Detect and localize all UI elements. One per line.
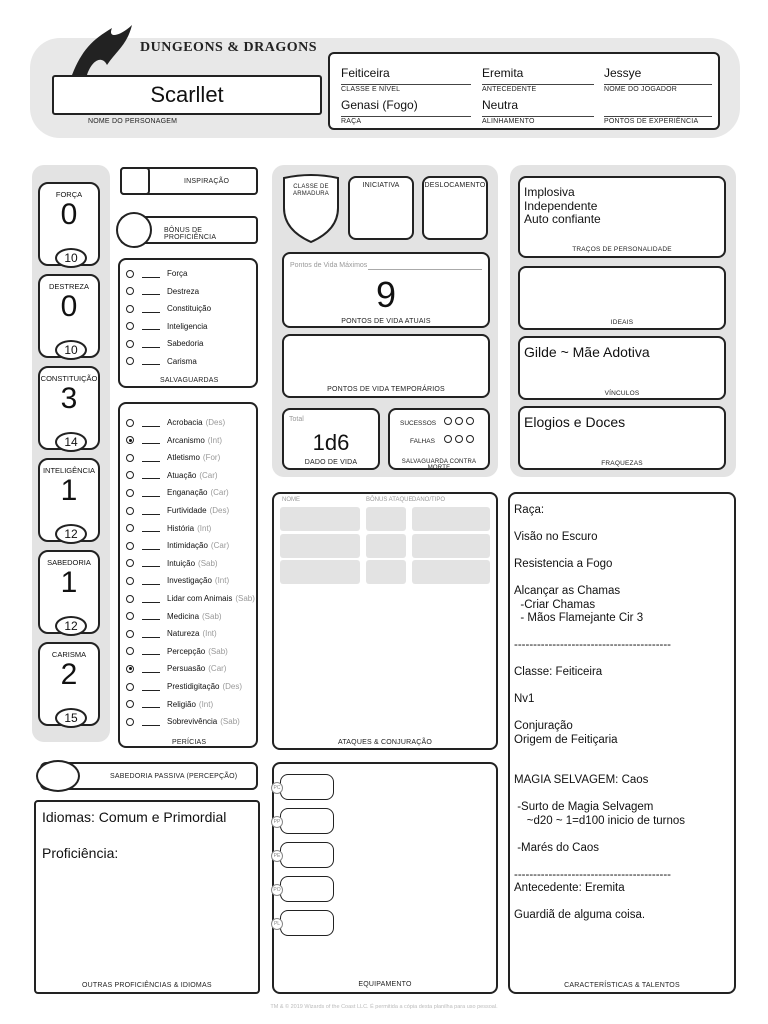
attribute-modifier[interactable]: 14 (55, 432, 87, 452)
success-radio[interactable] (455, 417, 463, 425)
save-proficiency-radio[interactable] (126, 287, 134, 295)
attribute-score[interactable]: 2 (60, 658, 78, 691)
skill-proficiency-radio[interactable] (126, 507, 134, 515)
skill-attribute: (Sab) (198, 558, 218, 568)
hp-current-label: PONTOS DE VIDA ATUAIS (341, 318, 431, 325)
skill-proficiency-radio[interactable] (126, 577, 134, 585)
proficiencies-text[interactable]: Idiomas: Comum e Primordial Proficiência: (42, 809, 227, 861)
save-proficiency-radio[interactable] (126, 322, 134, 330)
background-label: ANTECEDENTE (482, 84, 594, 93)
skill-value[interactable] (142, 665, 160, 673)
attacks-col-damage: DANO/TIPO (412, 497, 446, 503)
skill-proficiency-radio[interactable] (126, 647, 134, 655)
death-saves-failures[interactable] (444, 435, 474, 443)
skill-row (126, 484, 229, 501)
skill-proficiency-radio[interactable] (126, 630, 134, 638)
hp-max-label: Pontos de Vida Máximos (290, 262, 368, 269)
traits-label: TRAÇOS DE PERSONALIDADE (572, 246, 672, 253)
skill-name: Acrobacia (167, 418, 203, 427)
ideals-label: IDEAIS (610, 319, 634, 326)
save-proficiency-radio[interactable] (126, 340, 134, 348)
attack-2-bonus[interactable] (366, 534, 406, 558)
skill-attribute: (Car) (199, 470, 218, 480)
proficiencies-box (34, 800, 260, 994)
coin-box[interactable] (273, 808, 334, 834)
hit-dice-box[interactable] (282, 408, 380, 470)
coin-box[interactable] (273, 876, 334, 902)
skill-value[interactable] (142, 524, 160, 532)
hp-current-value[interactable]: 9 (375, 274, 397, 315)
skill-value[interactable] (142, 630, 160, 638)
proficiency-input[interactable] (116, 212, 152, 248)
save-name: Destreza (167, 286, 200, 296)
skill-value[interactable] (142, 683, 160, 691)
success-radio[interactable] (444, 417, 452, 425)
death-saves-failures-label: FALHAS (410, 438, 435, 445)
skill-row (126, 696, 213, 713)
skill-row (126, 467, 218, 484)
skill-attribute: (Int) (198, 699, 214, 709)
attribute-box (38, 458, 100, 542)
skill-name: Atuação (167, 470, 197, 480)
skill-proficiency-radio[interactable] (126, 683, 134, 691)
skill-attribute: (Car) (208, 664, 227, 674)
character-name-scroll (52, 75, 322, 115)
save-name: Força (167, 269, 188, 278)
save-name: Constituição (167, 304, 212, 313)
save-row (126, 335, 203, 352)
skill-proficiency-radio[interactable] (126, 595, 134, 603)
attribute-score[interactable]: 1 (60, 566, 78, 599)
skill-attribute: (Sab) (208, 646, 228, 656)
skill-row (126, 590, 255, 607)
skill-value[interactable] (142, 419, 160, 427)
header (0, 20, 768, 140)
inspiration-input[interactable] (120, 167, 150, 195)
skill-proficiency-radio[interactable] (126, 700, 134, 708)
skill-value[interactable] (142, 471, 160, 479)
attribute-box (38, 550, 100, 634)
skill-name: Intimidação (167, 541, 208, 551)
passive-wisdom-box (40, 762, 258, 790)
attribute-score[interactable]: 3 (60, 382, 78, 415)
save-proficiency-radio[interactable] (126, 270, 134, 278)
skill-value[interactable] (142, 595, 160, 603)
attribute-name: CARISMA (51, 650, 87, 659)
save-value[interactable] (142, 287, 160, 295)
skill-name: Persuasão (167, 664, 206, 674)
skill-value[interactable] (142, 489, 160, 497)
attribute-name: INTELIGÊNCIA (42, 466, 96, 475)
save-name: Sabedoria (167, 339, 204, 348)
failure-radio[interactable] (455, 435, 463, 443)
flaws-box[interactable] (518, 406, 726, 470)
skill-name: Prestidigitação (167, 682, 220, 691)
skill-proficiency-radio[interactable] (126, 524, 134, 532)
attack-1-bonus[interactable] (366, 507, 406, 531)
proficiencies-label: OUTRAS PROFICIÊNCIAS & IDIOMAS (82, 982, 212, 989)
skill-row (126, 449, 220, 466)
background-value[interactable]: Eremita (482, 66, 524, 80)
skill-name: Furtividade (167, 506, 207, 515)
skill-row (126, 432, 222, 449)
race-label: RAÇA (341, 116, 471, 125)
passive-wisdom-label: SABEDORIA PASSIVA (PERCEPÇÃO) (110, 773, 238, 780)
skill-value[interactable] (142, 718, 160, 726)
logo-text: DUNGEONS & DRAGONS (140, 40, 318, 55)
skill-row (126, 520, 211, 537)
attribute-name: FORÇA (55, 190, 83, 199)
death-saves-successes[interactable] (444, 417, 474, 425)
hp-temp-label: PONTOS DE VIDA TEMPORÁRIOS (327, 386, 445, 393)
attacks-label: ATAQUES & CONJURAÇÃO (338, 739, 432, 746)
attribute-modifier[interactable]: 15 (55, 708, 87, 728)
equipment-label: EQUIPAMENTO (358, 981, 412, 988)
skill-name: Medicina (167, 611, 200, 621)
save-proficiency-radio[interactable] (126, 305, 134, 313)
skill-row (126, 502, 229, 519)
success-radio[interactable] (466, 417, 474, 425)
attack-3-bonus[interactable] (366, 560, 406, 584)
attribute-name: DESTREZA (48, 282, 89, 291)
skill-proficiency-radio[interactable] (126, 612, 134, 620)
character-name-label: NOME DO PERSONAGEM (88, 118, 178, 125)
attribute-score[interactable]: 1 (60, 474, 78, 507)
coin-label: PL (271, 918, 283, 930)
attack-2-name[interactable] (280, 534, 360, 558)
skill-proficiency-radio[interactable] (126, 436, 134, 444)
attribute-modifier[interactable]: 10 (55, 340, 87, 360)
bonds-box[interactable] (518, 336, 726, 400)
skill-value[interactable] (142, 700, 160, 708)
skill-proficiency-radio[interactable] (126, 454, 134, 462)
skill-attribute: (Sab) (235, 594, 255, 603)
skill-attribute: (Des) (205, 418, 226, 427)
attack-3-name[interactable] (280, 560, 360, 584)
skill-name: História (167, 523, 195, 533)
attacks-col-bonus: BÔNUS ATAQUE (366, 497, 413, 503)
coin-label: PP (271, 816, 283, 828)
dragon-logo-icon (62, 20, 142, 80)
failure-radio[interactable] (444, 435, 452, 443)
flaws-text[interactable]: Elogios e Doces (524, 414, 626, 430)
attack-2-damage[interactable] (412, 534, 490, 558)
speed-label: DESLOCAMENTO (424, 182, 486, 189)
skill-proficiency-radio[interactable] (126, 542, 134, 550)
save-name: Inteligencia (167, 321, 208, 331)
save-value[interactable] (142, 340, 160, 348)
save-row (126, 353, 197, 370)
character-name[interactable]: Scarllet (150, 82, 224, 107)
skill-attribute: (Int) (214, 576, 230, 586)
skill-attribute: (Car) (210, 488, 229, 498)
hp-max-line (368, 269, 482, 270)
armor-class-label: CLASSE DE ARMADURA (293, 184, 329, 197)
bonds-text[interactable]: Gilde ~ Mãe Adotiva (524, 344, 650, 360)
hp-current-box[interactable] (282, 252, 490, 328)
skill-name: Intuição (167, 558, 196, 568)
skill-row (126, 625, 217, 642)
skill-proficiency-radio[interactable] (126, 718, 134, 726)
attribute-name: CONSTITUIÇÃO (40, 374, 98, 383)
failure-radio[interactable] (466, 435, 474, 443)
race-value[interactable]: Genasi (Fogo) (341, 98, 418, 112)
skill-name: Sobrevivência (167, 717, 218, 727)
skill-proficiency-radio[interactable] (126, 665, 134, 673)
save-row (126, 300, 211, 317)
skill-attribute: (Int) (202, 629, 217, 639)
skill-row (126, 572, 229, 589)
attack-3-damage[interactable] (412, 560, 490, 584)
attribute-modifier[interactable]: 12 (55, 524, 87, 544)
player-name[interactable]: Jessye (604, 66, 642, 80)
passive-wisdom-input[interactable] (36, 760, 80, 792)
skill-row (126, 643, 228, 660)
attacks-col-name: NOME (282, 497, 300, 503)
death-saves-successes-label: SUCESSOS (400, 420, 437, 427)
ideals-box[interactable] (518, 266, 726, 330)
flaws-label: FRAQUEZAS (601, 460, 643, 467)
player-name-label: NOME DO JOGADOR (604, 84, 712, 93)
class-level-label: CLASSE E NÍVEL (341, 84, 471, 93)
death-saves-box (388, 408, 490, 470)
save-row (126, 265, 187, 282)
coin-label: PO (271, 884, 283, 896)
skill-name: Atletismo (167, 453, 200, 463)
save-value[interactable] (142, 270, 160, 278)
attack-1-damage[interactable] (412, 507, 490, 531)
coin-label: PE (271, 850, 283, 862)
skill-row (126, 713, 240, 730)
skill-row (126, 537, 229, 554)
features-label: CARACTERÍSTICAS & TALENTOS (564, 982, 680, 989)
skill-value[interactable] (142, 647, 160, 655)
skill-value[interactable] (142, 559, 160, 567)
skill-value[interactable] (142, 507, 160, 515)
skill-name: Lidar com Animais (167, 594, 233, 603)
proficiency-box (120, 216, 258, 244)
attribute-box (38, 642, 100, 726)
save-value[interactable] (142, 322, 160, 330)
traits-box[interactable] (518, 176, 726, 258)
skill-attribute: (Int) (207, 435, 223, 445)
save-value[interactable] (142, 357, 160, 365)
skill-value[interactable] (142, 542, 160, 550)
skill-name: Religião (167, 699, 196, 709)
skill-row (126, 608, 222, 625)
features-box[interactable] (508, 492, 736, 994)
attribute-box (38, 366, 100, 450)
inspiration-box (120, 167, 258, 195)
xp-label: PONTOS DE EXPERIÊNCIA (604, 116, 712, 125)
saves-label: SALVAGUARDAS (160, 377, 219, 384)
skill-proficiency-radio[interactable] (126, 419, 134, 427)
skill-attribute: (Sab) (220, 717, 240, 727)
skills-label: PERÍCIAS (172, 739, 207, 746)
footer-copyright: TM & © 2019 Wizards of the Coast LLC. É permitida a cópia desta planilha para uso pessoal. (270, 1004, 498, 1010)
skill-proficiency-radio[interactable] (126, 489, 134, 497)
skill-attribute: (Des) (222, 682, 243, 691)
skill-proficiency-radio[interactable] (126, 471, 134, 479)
hit-dice-value[interactable]: 1d6 (312, 430, 350, 455)
speed-box[interactable] (422, 176, 488, 240)
skill-attribute: (Des) (209, 506, 230, 515)
attribute-modifier[interactable]: 10 (55, 248, 87, 268)
attack-1-name[interactable] (280, 507, 360, 531)
skill-name: Enganação (167, 488, 208, 498)
skill-row (126, 555, 218, 572)
skill-value[interactable] (142, 612, 160, 620)
skill-attribute: (For) (202, 453, 221, 463)
skill-value[interactable] (142, 436, 160, 444)
attribute-name: SABEDORIA (47, 558, 91, 567)
hit-dice-label: DADO DE VIDA (304, 459, 358, 466)
save-proficiency-radio[interactable] (126, 357, 134, 365)
skill-name: Percepção (167, 646, 206, 656)
initiative-box[interactable] (348, 176, 414, 240)
skill-name: Arcanismo (167, 435, 205, 445)
skill-attribute: (Car) (210, 541, 230, 551)
alignment-label: ALINHAMENTO (482, 116, 594, 125)
skill-name: Investigação (167, 576, 212, 586)
hp-temp-box[interactable] (282, 334, 490, 398)
coin-label: PC (271, 782, 283, 794)
coin-box[interactable] (273, 842, 334, 868)
features-text[interactable]: Raça: Visão no Escuro Resistencia a Fogo Alcançar as Chamas -Criar Chamas - Mãos Flamejante Cir 3 ----------------------------------------- Classe: Feiticeira Nv1 Conjuração Origem de Feitiçaria MAGIA SELVAGEM: Caos -Surto de Magia Selvagem ~d20 ~ 1=d100 inicio de turnos -Marés do Caos ----------------------------------------- Antecedente: Eremita Guardiã de alguma coisa. (514, 504, 686, 921)
proficiency-label: BÔNUS DE PROFICIÊNCIA (164, 227, 217, 241)
bonds-label: VÍNCULOS (604, 390, 640, 397)
skill-value[interactable] (142, 577, 160, 585)
save-row (126, 318, 207, 335)
attribute-score[interactable]: 0 (60, 198, 78, 231)
hit-dice-total-label: Total (289, 416, 304, 423)
attribute-modifier[interactable]: 12 (55, 616, 87, 636)
skill-attribute: (Sab) (202, 611, 222, 621)
skill-proficiency-radio[interactable] (126, 559, 134, 567)
attribute-box (38, 274, 100, 358)
alignment-value[interactable]: Neutra (482, 98, 519, 112)
save-row (126, 283, 199, 300)
armor-class-shield-icon[interactable] (280, 172, 342, 244)
skill-value[interactable] (142, 454, 160, 462)
save-name: Carisma (167, 356, 197, 366)
skill-row (126, 678, 242, 695)
class-level[interactable]: Feiticeira (341, 66, 390, 80)
skill-row (126, 414, 225, 431)
attribute-box (38, 182, 100, 266)
inspiration-label: INSPIRAÇÃO (184, 178, 230, 185)
skill-row (126, 660, 226, 677)
traits-text[interactable]: Implosiva Independente Auto confiante (524, 185, 601, 226)
coin-box[interactable] (273, 774, 334, 800)
initiative-label: INICIATIVA (362, 182, 400, 189)
skill-attribute: (Int) (197, 523, 212, 533)
attribute-score[interactable]: 0 (60, 290, 78, 323)
save-value[interactable] (142, 305, 160, 313)
coin-box[interactable] (273, 910, 334, 936)
death-saves-label: SALVAGUARDA CONTRA MORTE (401, 459, 477, 471)
skill-name: Natureza (167, 629, 200, 639)
